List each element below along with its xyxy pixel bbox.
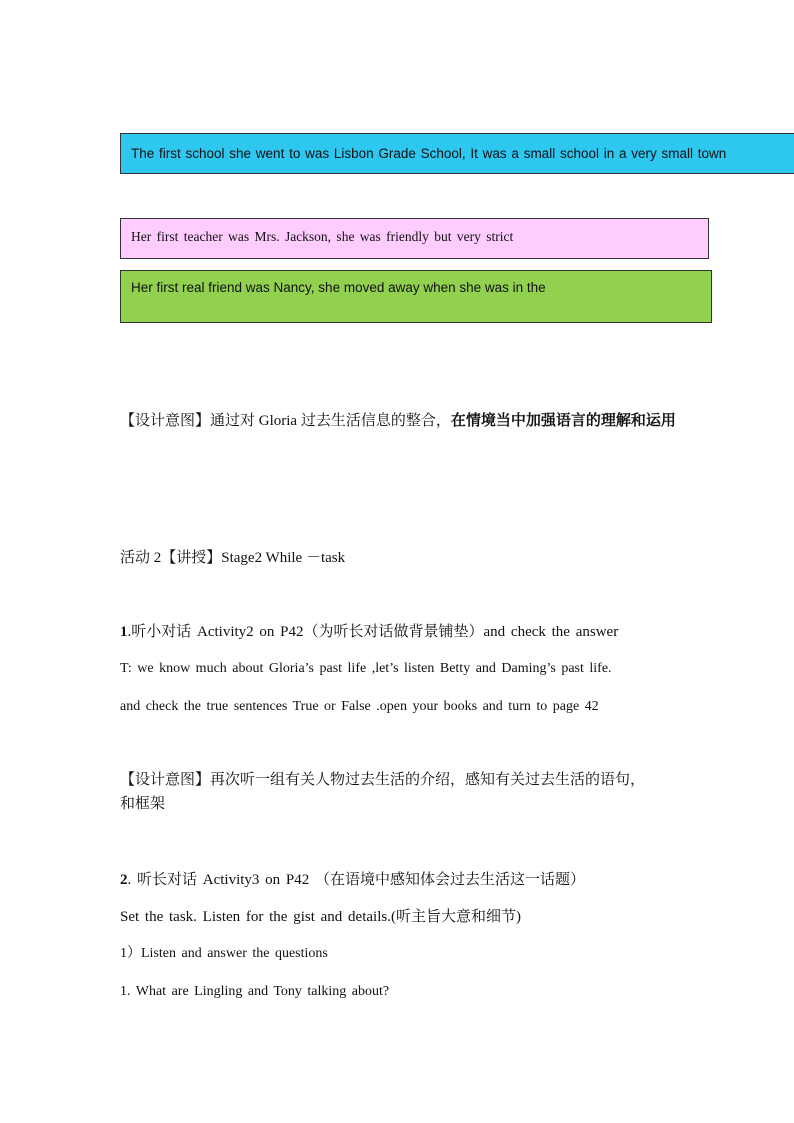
section2-step1: 1）Listen and answer the questions	[120, 946, 328, 961]
design-intent-1-emphasis: 在情境当中加强语言的理解和运用	[450, 413, 676, 429]
section1-teacher-line: T: we know much about Gloria’s past life ,let’s listen Betty and Daming’s past life.	[120, 661, 612, 676]
design-intent-2: 【设计意图】再次听一组有关人物过去生活的介绍，感知有关过去生活的语句，和框架	[120, 772, 646, 812]
section1-check-line: and check the true sentences True or False .open your books and turn to page 42	[120, 699, 599, 714]
section1-title	[120, 620, 680, 644]
section2-task: Set the task. Listen for the gist and details.(听主旨大意和细节)	[120, 909, 521, 925]
summary-box-friend: Her first real friend was Nancy, she moved away when she was in the	[120, 270, 712, 323]
summary-box-school: The first school she went to was Lisbon Grade School, It was a small school in a very small town	[120, 133, 794, 174]
section2-question1: 1. What are Lingling and Tony talking about?	[120, 984, 390, 999]
section2-title-text: . 听长对话 Activity3 on P42 （在语境中感知体会过去生活这一话题）	[127, 872, 586, 888]
section2-number: 2	[120, 872, 128, 888]
activity2-heading: 活动 2【讲授】Stage2 While －task	[120, 550, 346, 566]
section1-number: 1	[120, 624, 128, 640]
section1-title-text: .听小对话 Activity2 on P42（为听长对话做背景铺垫）and check the answer	[127, 624, 619, 640]
design-intent-1-prefix: 【设计意图】通过对 Gloria 过去生活信息的整合，	[120, 413, 451, 429]
design-intent-1	[120, 409, 685, 433]
summary-box-teacher: Her first teacher was Mrs. Jackson, she was friendly but very strict	[120, 218, 709, 259]
section2-title	[120, 868, 680, 892]
